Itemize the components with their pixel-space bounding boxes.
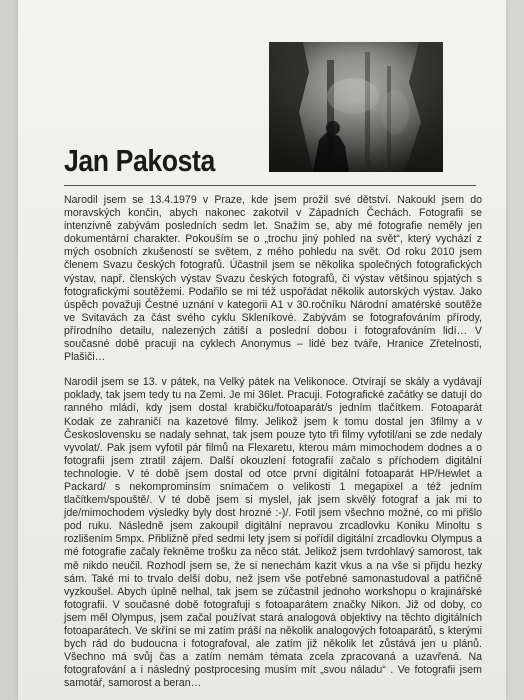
page-title: Jan Pakosta [64, 143, 215, 178]
biography-paragraph: Narodil jsem se 13.4.1979 v Praze, kde jsem prožil své dětství. Nakoukl jsem do moravských končin, abych nakonec zakotvil v Západních Čechách. Fotografii se intenzivně zabývám posledních sedm let. Snažím se, aby mé fotografie neměly jen dokumentární charakter. Pokouším se o „trochu jiný pohled na svět“, který vychází z mých osobních zkušeností se světem, z mého pohledu na svět. Od roku 2010 jsem členem Svazu českých fotografů. Účastnil jsem se několika společných fotografických výstav, např. členských výstav Svazu českých fotografů, či výstav většinou spjatých s fotografickými soutěžemi. Podařilo se mi též uspořádat několik autorských výstav. Jako úspěch považuji Čestné uznání v kategorii A1 v 30.ročníku Národní amatérské soutěže ve Svitavách za část svého cyklu Skleníkové. Zabývám se fotografováním přírody, přírodního detailu, nalezených zátiší a poslední dobou i fotografováním lidí… V současné době pracuji na cyklech Anonymus – lidé bez tváře, Hranice Zřetelnosti, Plašiči… [64, 194, 482, 364]
biography-paragraph: Narodil jsem se 13. v pátek, na Velký pátek na Velikonoce. Otvírají se skály a vydávají poklady, tak jsem tedy tu na Zemi. Je mi 36let. Pracuji. Fotografické začátky se datují do ranného mládí, kdy jsem dostal krabičku/fotoaparát/s jedním tlačítkem. Fotoaparát Kodak ze zahraničí na kazetové filmy. Jelikož jsem k tomu dostal jen 3filmy a v Československu se nadaly sehnat, tak jsem pouze tyto tři filmy vyfotil/ani se zde nedaly vyvolat/. Pak jsem vyfotil pár filmů na Flexaretu, kterou mám mimochodem dodnes a o fotografii jsem ztratil zájem. Další okouzlení fotografií začalo s příchodem digitální technologie. V té době jsem dostal od otce první digitální fotoaparát HP/Hewlet a Packard/ s nekomprominsím snímačem o velikosti 1 megapixel a též jedním tlačítkem/spouště/. V té době jsem si myslel, jak jsem skvělý fotograf a jak mi to jde/mimochodem výsledky byly dost hrozné :-)/. Fotil jsem všechno možné, co mi přišlo pod ruku. Následně jsem zakoupil digitální nepravou zrcadlovku Koniku Minoltu s rozlišením 5mpx. Přibližně před sedmi lety jsem si pořídil digitální zrcadlovku Olympus a mé fotografie začaly řekněme trošku za něco stát. Jelikož jsem tvrdohlavý samorost, tak mě nikdo neučil. Rozhodl jsem se, že si nenechám kazit vkus a na vše si přijdu hezky sám. Také mi to trvalo delší dobu, než jsem vše potřebné samonastudoval a patřičně vyzkoušel. Abych úplně nelhal, tak jsem se zúčastnil jednoho workshopu o krajinářské fotografii. V současné době fotografuji s fotoaparátem značky Nikon. Již od doby, co jsem měl Olympus, jsem začal používat stará analogová objektivy na těchto digitálních fotoaparátech. Ve skříni se mi zatím práší na několik analogových fotoaparátů, s kterými bych rád do budoucna i fotografoval, ale zatím již několik let zůstává jen u plánů. Všechno má svůj čas a zatím nemám témata zcela zpracovaná a uzavřená. Na fotografování a i následný postprocesing musím mít „svou náladu“ . Ve fotografii jsem samotář, samorost a beran… [64, 376, 482, 690]
document-sheet [18, 0, 506, 700]
title-divider [64, 185, 476, 186]
biography-text [64, 194, 482, 690]
author-photo [269, 42, 443, 172]
author-photo-image [269, 42, 443, 172]
